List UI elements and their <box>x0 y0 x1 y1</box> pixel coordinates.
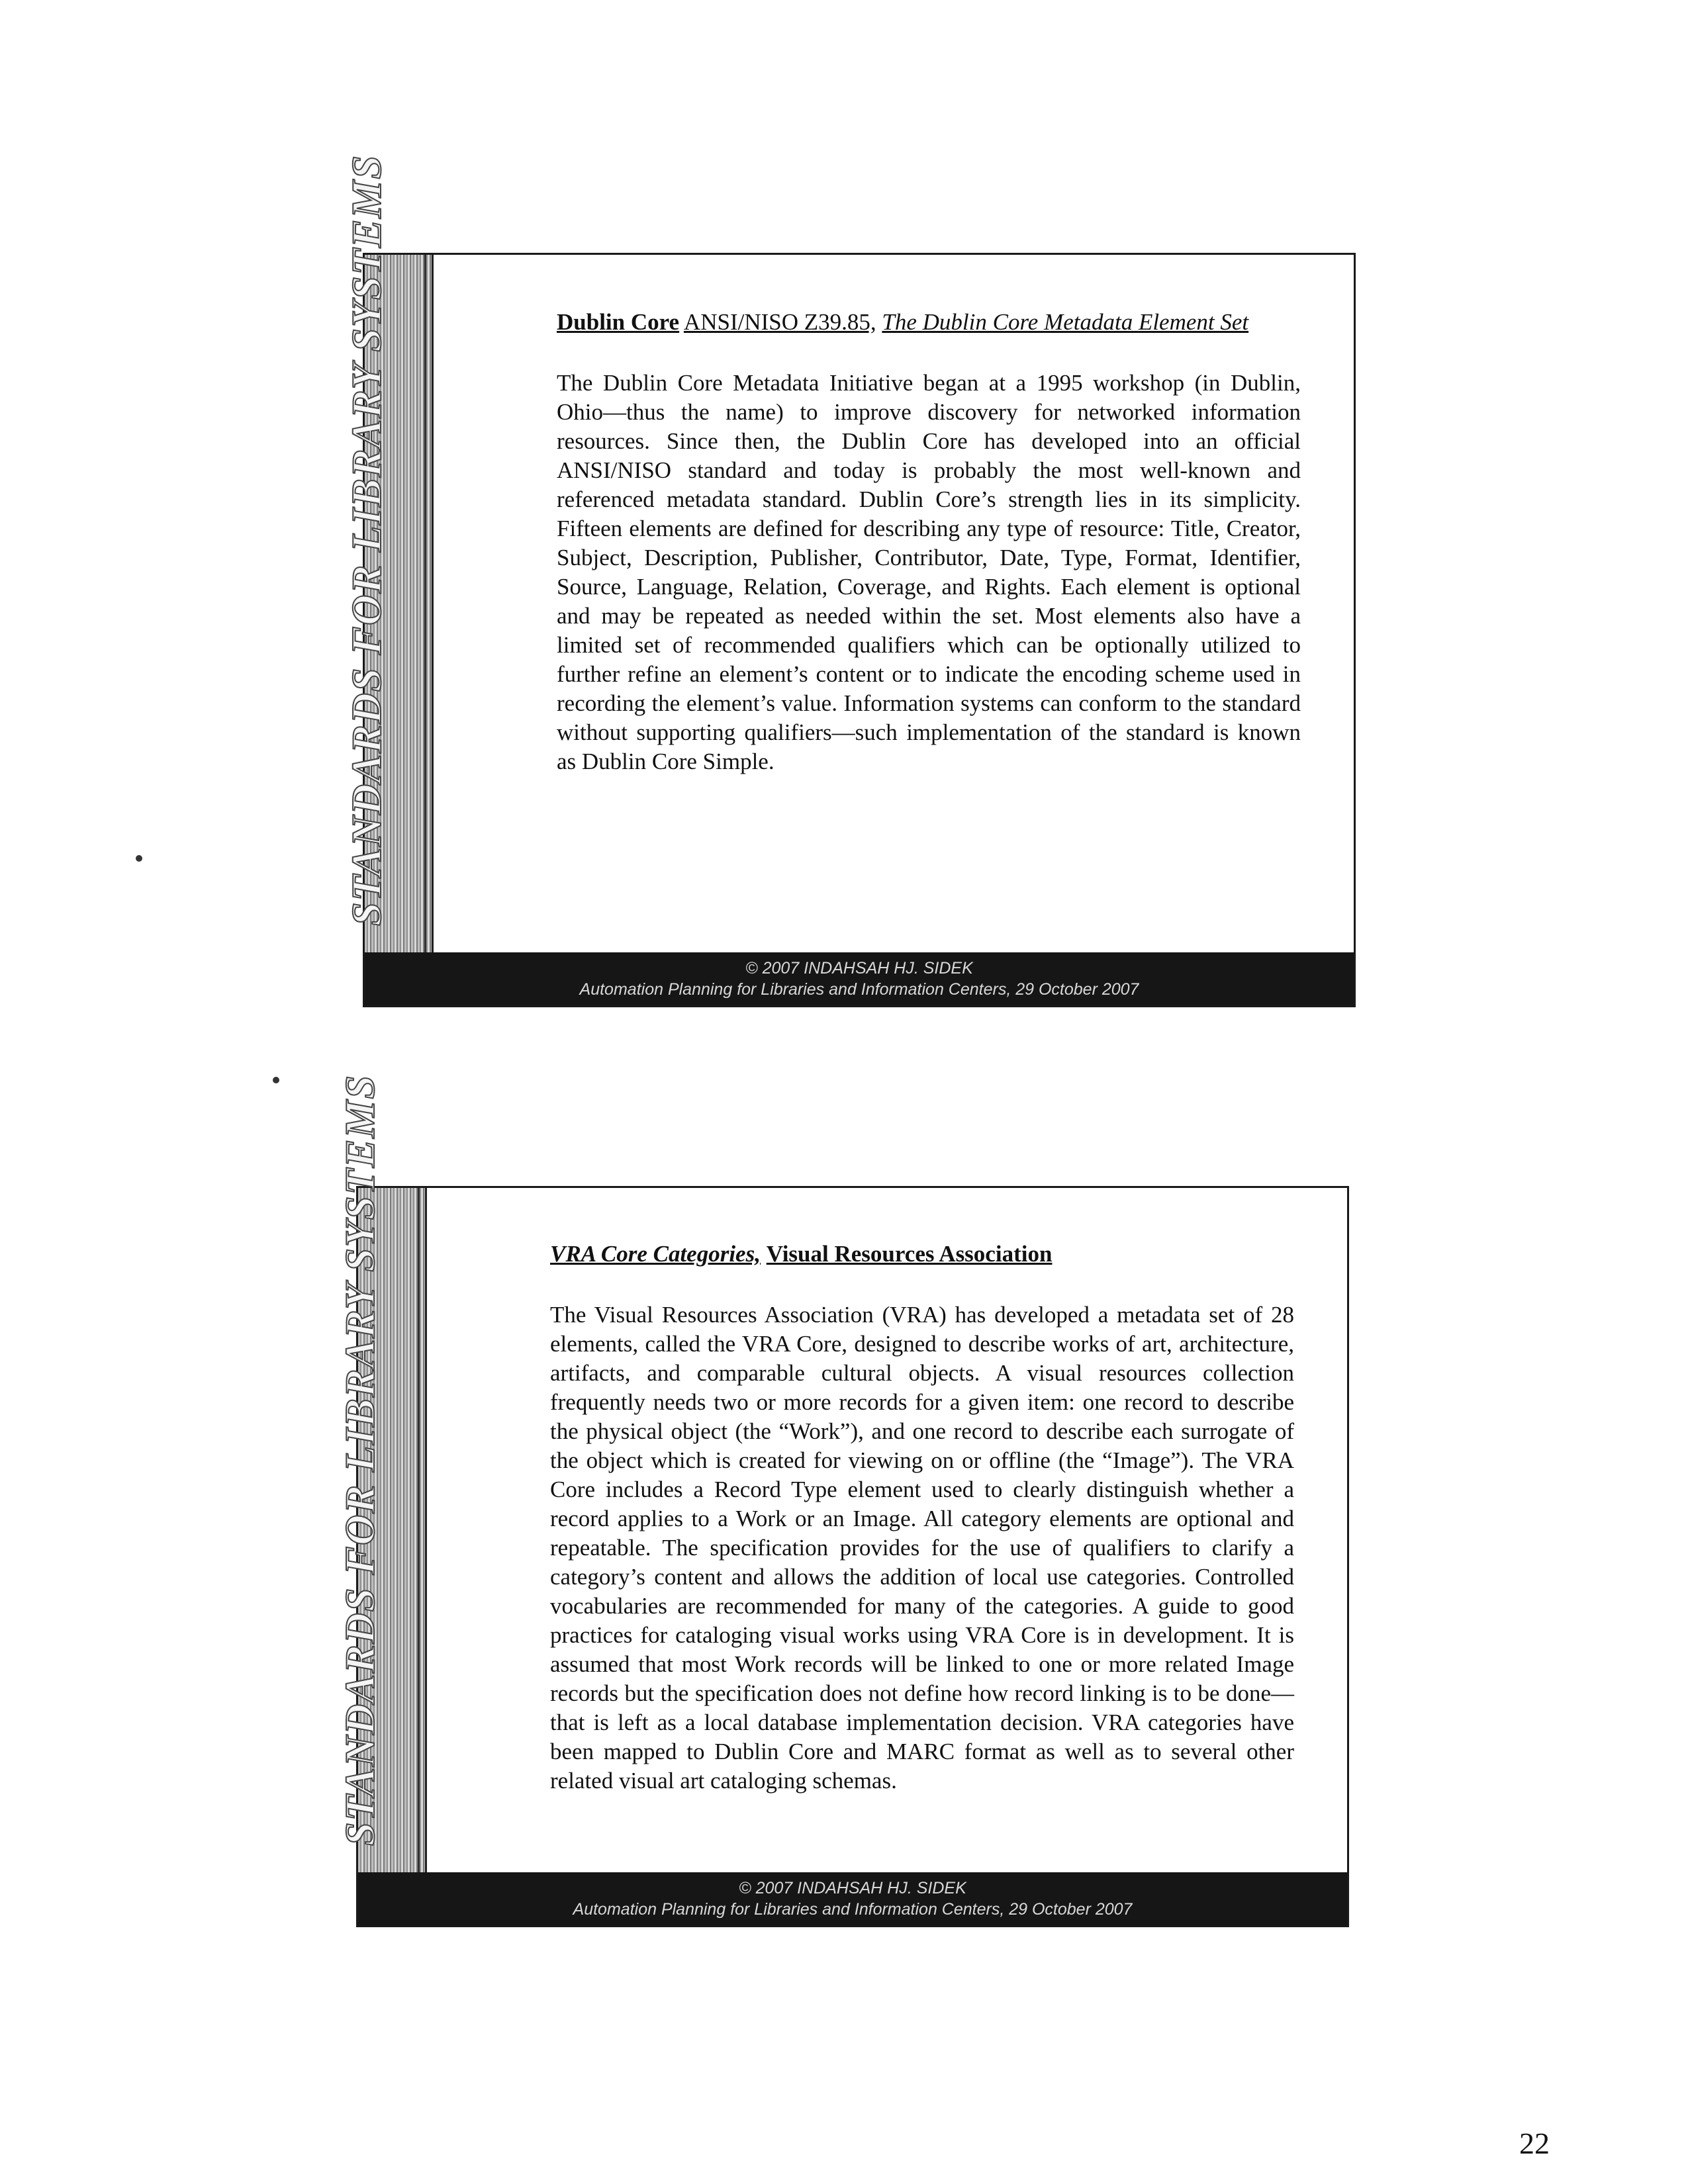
title-part-1: VRA Core Categories, <box>550 1241 761 1267</box>
slide-title <box>557 308 1301 337</box>
slide-vra-core <box>336 1074 1349 1927</box>
page-number: 22 <box>1519 2126 1550 2160</box>
footer-copyright: © 2007 INDAHSAH HJ. SIDEK <box>745 959 973 978</box>
slide-sidebar-banner <box>336 1074 427 1872</box>
slide-title <box>550 1240 1294 1269</box>
slide-sidebar-banner <box>343 154 434 952</box>
slide-footer <box>365 952 1354 1005</box>
title-part-1: Dublin Core <box>557 309 680 335</box>
footer-event: Automation Planning for Libraries and Information Centers, 29 October 2007 <box>579 980 1139 999</box>
sidebar-title: STANDARDS FOR LIBRARY SYSTEMS <box>336 1074 383 1846</box>
scan-speck <box>136 855 142 862</box>
slide-content <box>550 1240 1294 1796</box>
slide-dublin-core <box>343 154 1356 1007</box>
title-part-3: The Dublin Core Metadata Element Set <box>882 309 1249 335</box>
sidebar-title: STANDARDS FOR LIBRARY SYSTEMS <box>343 154 390 926</box>
slide-content <box>557 308 1301 776</box>
scan-speck <box>273 1077 279 1083</box>
footer-copyright: © 2007 INDAHSAH HJ. SIDEK <box>739 1879 966 1897</box>
title-part-2: Visual Resources Association <box>766 1241 1053 1267</box>
title-part-2: ANSI/NISO Z39.85, <box>683 309 876 335</box>
slide-body-text: The Visual Resources Association (VRA) has developed a metadata set of 28 elements, called the VRA Core, designed to describe works of art, architecture, artifacts, and comparable cultural objects. A visual resources collection frequently needs two or more records for a given item: one record to describe the physical object (the “Work”), and one record to describe each surrogate of the object which is created for viewing on or offline (the “Image”). The VRA Core includes a Record Type element used to clearly distinguish whether a record applies to a Work or an Image. All category elements are optional and repeatable. The specification provides for the use of qualifiers to clarify a category’s content and allows the addition of local use categories. Controlled vocabularies are recommended for many of the categories. A guide to good practices for cataloging visual works using VRA Core is in development. It is assumed that most Work records will be linked to one or more related Image records but the specification does not define how record linking is to be done—that is left as a local database implementation decision. VRA categories have been mapped to Dublin Core and MARC format as well as to several other related visual art cataloging schemas. <box>550 1302 1294 1794</box>
footer-event: Automation Planning for Libraries and Information Centers, 29 October 2007 <box>573 1900 1133 1919</box>
slide-footer <box>358 1872 1347 1925</box>
slide-body-text: The Dublin Core Metadata Initiative began at a 1995 workshop (in Dublin, Ohio—thus the name) to improve discovery for networked information resources. Since then, the Dublin Core has developed into an official ANSI/NISO standard and today is probably the most well-known and referenced metadata standard. Dublin Core’s strength lies in its simplicity. Fifteen elements are defined for describing any type of resource: Title, Creator, Subject, Description, Publisher, Contributor, Date, Type, Format, Identifier, Source, Language, Relation, Coverage, and Rights. Each element is optional and may be repeated as needed within the set. Most elements also have a limited set of recommended qualifiers which can be optionally utilized to further refine an element’s content or to indicate the encoding scheme used in recording the element’s value. Information systems can conform to the standard without supporting qualifiers—such implementation of the standard is known as Dublin Core Simple. <box>557 370 1301 774</box>
